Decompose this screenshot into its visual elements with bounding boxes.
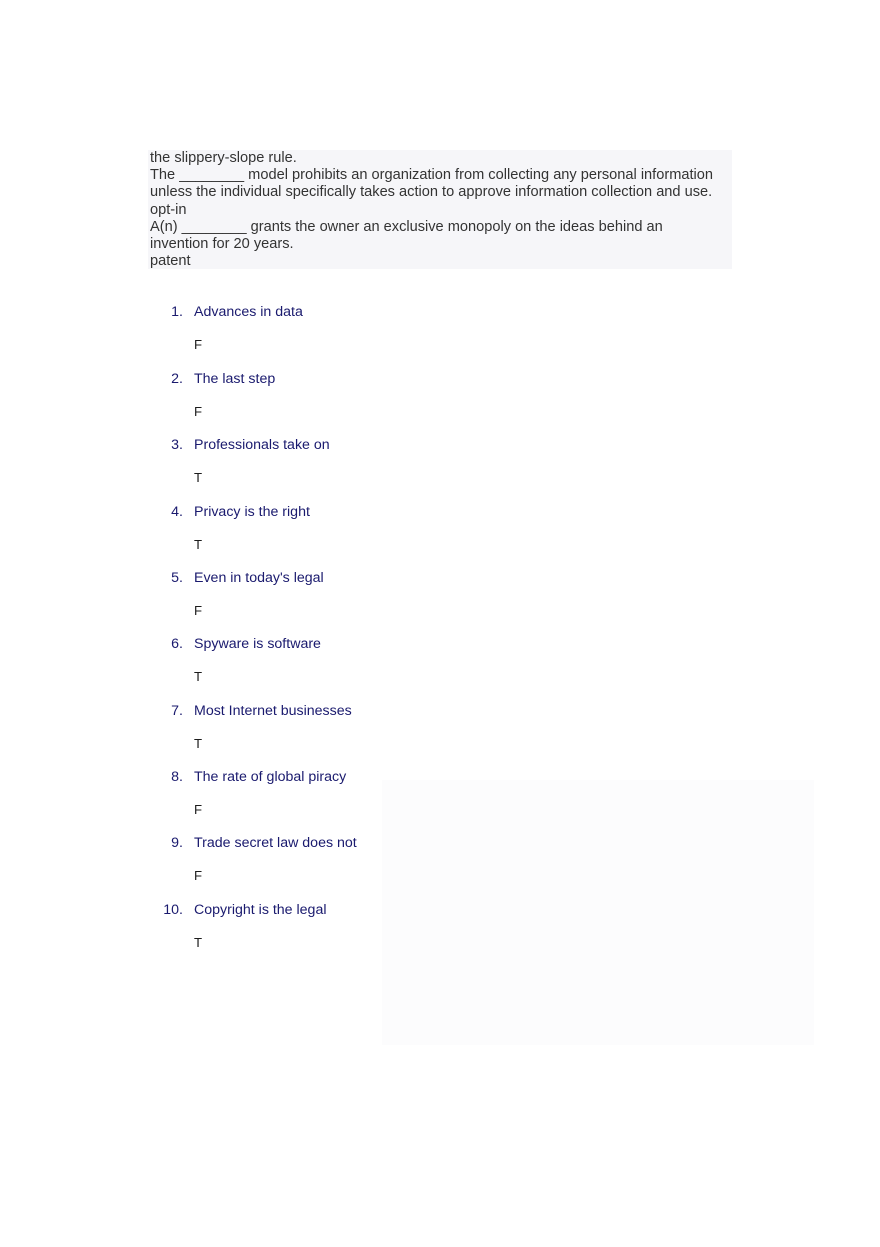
intro-text-block xyxy=(148,150,732,269)
intro-line: The ________ model prohibits an organization from collecting any personal information xyxy=(150,167,714,184)
answer-text: T xyxy=(194,537,203,552)
list-item xyxy=(0,902,880,962)
question-link[interactable]: The rate of global piracy xyxy=(194,769,347,785)
intro-line: A(n) ________ grants the owner an exclusive monopoly on the ideas behind an xyxy=(150,218,663,235)
question-link[interactable]: Advances in data xyxy=(194,304,303,320)
item-number: 3. xyxy=(171,437,183,453)
item-number: 7. xyxy=(171,703,183,719)
list-item xyxy=(0,769,880,829)
answer-text: F xyxy=(194,802,203,817)
question-link[interactable]: The last step xyxy=(194,371,276,387)
intro-line: unless the individual specifically takes action to approve information collection and use. xyxy=(150,184,713,201)
answer-text: T xyxy=(194,935,203,950)
list-item xyxy=(0,437,880,497)
question-link[interactable]: Even in today's legal xyxy=(194,570,324,586)
item-number: 2. xyxy=(171,371,183,387)
item-number: 4. xyxy=(171,504,183,520)
item-number: 9. xyxy=(171,835,183,851)
question-link[interactable]: Privacy is the right xyxy=(194,504,310,520)
question-link[interactable]: Copyright is the legal xyxy=(194,902,327,918)
list-item xyxy=(0,835,880,895)
question-link[interactable]: Most Internet businesses xyxy=(194,703,352,719)
intro-line: invention for 20 years. xyxy=(150,236,294,253)
question-link[interactable]: Spyware is software xyxy=(194,636,321,652)
list-item xyxy=(0,703,880,763)
list-item xyxy=(0,304,880,364)
question-link[interactable]: Trade secret law does not xyxy=(194,835,357,851)
answer-text: T xyxy=(194,736,203,751)
list-item xyxy=(0,570,880,630)
intro-line: the slippery-slope rule. xyxy=(150,150,297,166)
answer-text: T xyxy=(194,470,203,485)
list-item xyxy=(0,371,880,431)
item-number: 1. xyxy=(171,304,183,320)
item-number: 8. xyxy=(171,769,183,785)
item-number: 6. xyxy=(171,636,183,652)
item-number: 5. xyxy=(171,570,183,586)
answer-text: F xyxy=(194,337,203,352)
list-item xyxy=(0,504,880,564)
intro-line: patent xyxy=(150,253,191,270)
answer-text: F xyxy=(194,868,203,883)
item-number: 10. xyxy=(163,902,183,918)
answer-text: F xyxy=(194,603,203,618)
answer-text: T xyxy=(194,669,203,684)
question-link[interactable]: Professionals take on xyxy=(194,437,330,453)
intro-line: opt-in xyxy=(150,201,187,218)
answer-text: F xyxy=(194,404,203,419)
list-item xyxy=(0,636,880,696)
